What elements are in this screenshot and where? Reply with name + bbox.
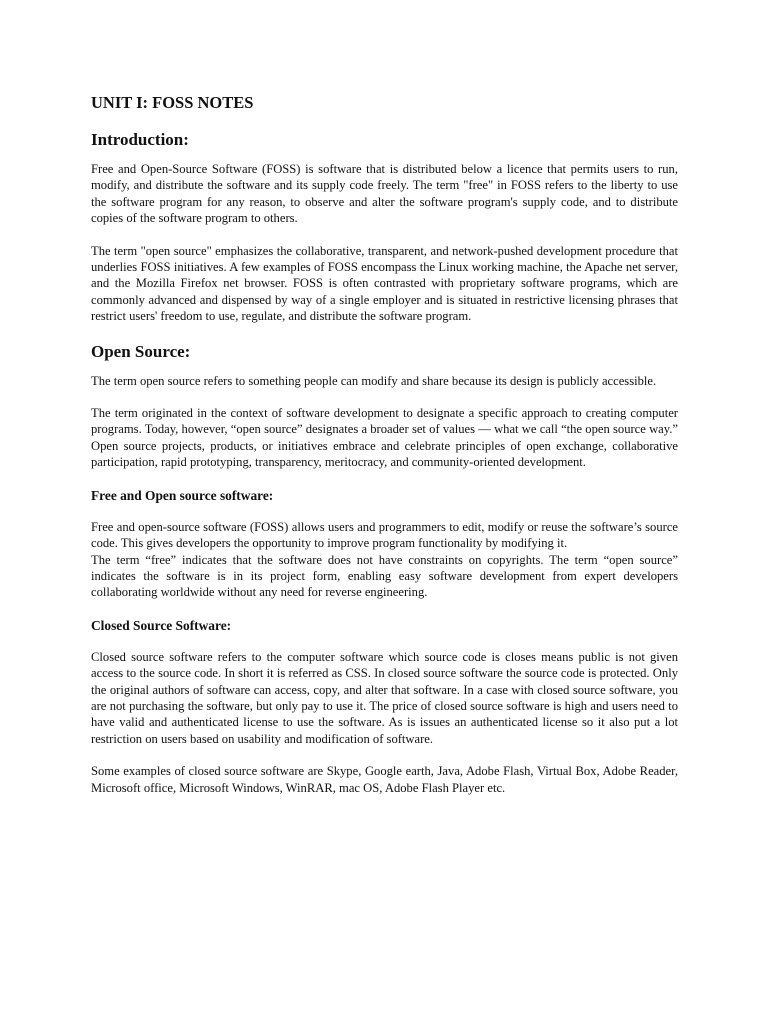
introduction-paragraph-2: The term "open source" emphasizes the collaborative, transparent, and network-pushed development procedure that underlies FOSS initiatives. A few examples of FOSS encompass the Linux working machine, the Apache net server, and the Mozilla Firefox net browser. FOSS is often contrasted with proprietary software programs, which are commonly advanced and dispensed by way of a single employer and is situated in restrictive licensing phrases that restrict users' freedom to use, regulate, and distribute the software program.: [91, 243, 678, 324]
closed-source-heading: Closed Source Software:: [91, 617, 232, 633]
closed-source-paragraph-2: Some examples of closed source software are Skype, Google earth, Java, Adobe Flash, Virtual Box, Adobe Reader, Microsoft office, Microsoft Windows, WinRAR, mac OS, Adobe Flash Player etc.: [91, 764, 678, 795]
open-source-paragraph-2: The term originated in the context of software development to designate a specific approach to creating computer programs. Today, however, “open source” designates a broader set of values — what we call “the open source way.” Open source projects, products, or initiatives embrace and celebrate principles of open exchange, collaborative participation, rapid prototyping, transparency, meritocracy, and community-oriented development.: [91, 406, 678, 470]
introduction-heading: Introduction:: [91, 130, 189, 149]
page-title: UNIT I: FOSS NOTES: [91, 93, 254, 112]
foss-paragraph-1: Free and open-source software (FOSS) allows users and programmers to edit, modify or reuse the software’s source code. This gives developers the opportunity to improve program functionality by modifying it.: [91, 519, 678, 551]
open-source-paragraph-1: The term open source refers to something people can modify and share because its design is publicly accessible.: [91, 373, 657, 388]
document-page: [91, 92, 678, 812]
foss-paragraph-2: The term “free” indicates that the software does not have constraints on copyrights. The term “open source” indicates the software is in its project form, enabling easy software development from expert developers collaborating worldwide without any need for reverse engineering.: [91, 552, 678, 600]
introduction-paragraph-1: Free and Open-Source Software (FOSS) is software that is distributed below a licence that permits users to run, modify, and distribute the software and its supply code freely. The term "free" in FOSS refers to the liberty to use the software program for any reason, to observe and alter the software program's supply code, and to distribute copies of the software program to others.: [91, 162, 678, 226]
open-source-heading: Open Source:: [91, 341, 191, 361]
foss-heading: Free and Open source software:: [91, 487, 274, 503]
closed-source-paragraph-1: Closed source software refers to the computer software which source code is closes means public is not given access to the source code. In short it is referred as CSS. In closed source software the source code is protected. Only the original authors of software can access, copy, and alter that software. In a case with closed source software, you are not purchasing the software, but only pay to use it. The price of closed source software is high and users need to have valid and authenticated license to use the software. As is issues an authenticated license so it also put a lot restriction on users based on usability and modification of software.: [91, 649, 678, 746]
